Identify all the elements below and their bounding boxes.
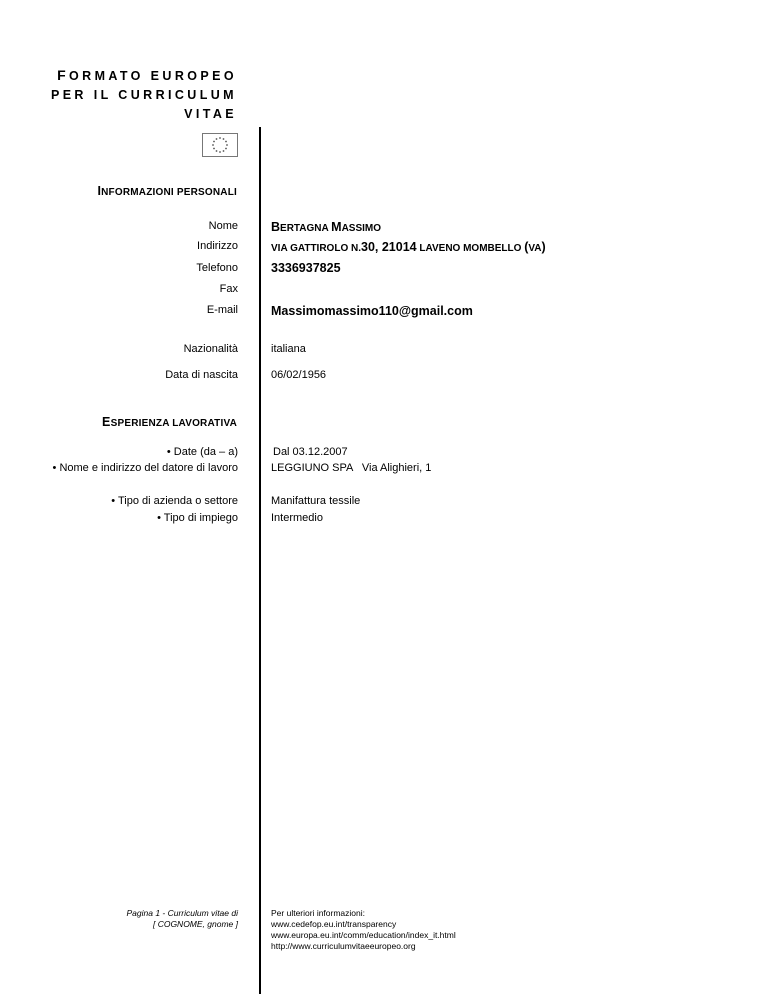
nationality-value: italiana: [271, 343, 306, 355]
name-rest-2: ASSIMO: [341, 223, 382, 234]
email-label: E-mail: [206, 304, 238, 316]
footer-info-heading: Per ulteriori informazioni:: [271, 908, 366, 918]
footer-page-line-2: [ COGNOME, gnome ]: [152, 919, 238, 929]
heading-text: SPERIENZA LAVORATIVA: [110, 418, 237, 429]
address-paren-open: (: [524, 240, 529, 254]
heading-initial: E: [102, 415, 111, 429]
nationality-label: Nazionalità: [183, 343, 238, 355]
birthdate-label: Data di nascita: [165, 369, 238, 381]
address-street: VIA GATTIROLO N.: [271, 243, 361, 254]
employer-value: LEGGIUNO SPA Via Alighieri, 1: [271, 462, 432, 474]
address-paren-close: ): [541, 240, 546, 254]
footer-link-cedefop[interactable]: www.cedefop.eu.int/transparency: [271, 919, 397, 929]
title-line-1: ORMATO EUROPEO: [69, 69, 237, 83]
email-value: Massimomassimo110@gmail.com: [271, 304, 473, 318]
name-value: [271, 218, 381, 236]
sector-value: Manifattura tessile: [271, 495, 361, 507]
job-type-label: • Tipo di impiego: [157, 512, 238, 524]
name-rest-1: ERTAGNA: [280, 223, 329, 234]
footer-page-line-1: Pagina 1 - Curriculum vitae di: [126, 908, 238, 918]
address-value: [271, 238, 546, 256]
employer-label: • Nome e indirizzo del datore di lavoro: [52, 462, 238, 474]
dates-value: Dal 03.12.2007: [273, 446, 348, 458]
heading-text: NFORMAZIONI PERSONALI: [101, 187, 237, 198]
column-divider: [259, 127, 261, 994]
address-province: VA: [528, 243, 542, 254]
dates-label: • Date (da – a): [166, 446, 238, 458]
title-line-3: VITAE: [184, 107, 237, 121]
heading-initial: I: [97, 184, 102, 198]
title-initial: F: [57, 67, 70, 83]
job-type-value: Intermedio: [271, 512, 323, 524]
footer-link-cv-europeo[interactable]: http://www.curriculumvitaeeuropeo.org: [271, 941, 416, 951]
name-initial-2: M: [331, 220, 342, 234]
fax-label: Fax: [219, 283, 238, 295]
phone-label: Telefono: [196, 262, 238, 274]
info-footer: [271, 908, 456, 952]
work-experience-heading: [102, 415, 237, 429]
birthdate-value: 06/02/1956: [271, 369, 327, 381]
page-footer: [127, 908, 239, 930]
name-initial-1: B: [271, 220, 281, 234]
phone-value: 3336937825: [271, 261, 341, 275]
personal-info-heading: [97, 184, 237, 198]
document-title: [51, 66, 237, 124]
title-line-2: PER IL CURRICULUM: [50, 88, 237, 102]
eu-flag-icon: [202, 133, 238, 157]
address-label: Indirizzo: [197, 240, 238, 252]
address-city: LAVENO MOMBELLO: [419, 243, 522, 254]
name-label: Nome: [208, 220, 238, 232]
footer-link-europa[interactable]: www.europa.eu.int/comm/education/index_it.html: [271, 930, 456, 940]
sector-label: • Tipo di azienda o settore: [111, 495, 238, 507]
address-number-zip: 30, 21014: [361, 240, 417, 254]
